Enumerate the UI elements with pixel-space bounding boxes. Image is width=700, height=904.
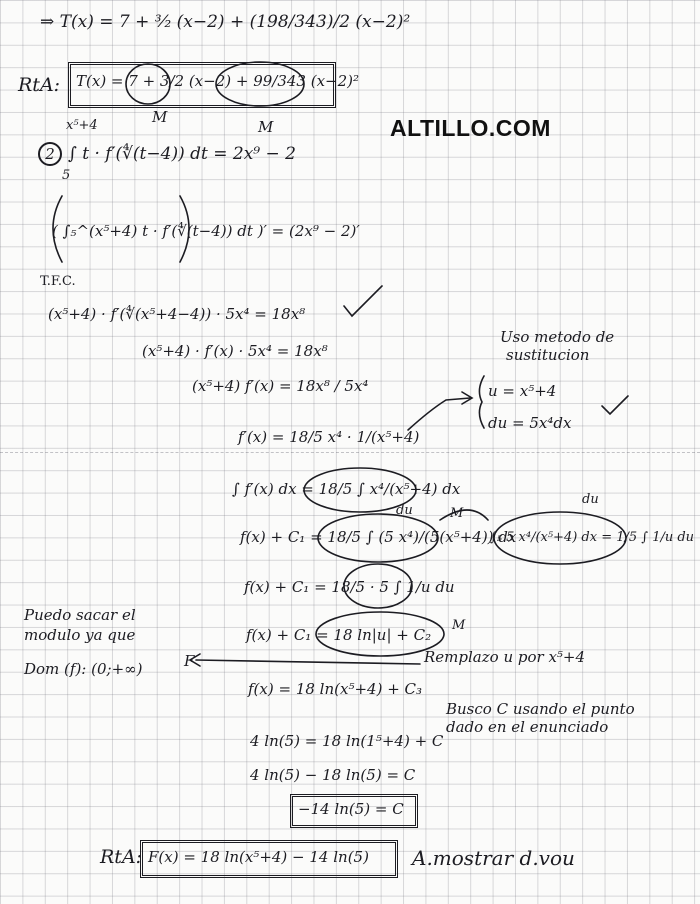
answer-label: RtA: xyxy=(100,846,143,868)
taylor-rta-label: RtA: xyxy=(18,74,61,96)
step-12: −14 ln(5) = C xyxy=(298,800,404,818)
check-2 xyxy=(602,396,628,414)
answer-formula: F(x) = 18 ln(x⁵+4) − 14 ln(5) xyxy=(148,848,369,866)
fold-line xyxy=(0,452,700,453)
sub-du: du = 5x⁴dx xyxy=(488,414,572,432)
problem-equation: ∫ t · f′(∜(t−4)) dt = 2x⁹ − 2 xyxy=(68,144,296,164)
abs-note-line2: modulo ya que xyxy=(24,626,136,644)
taylor-rta-formula: T(x) = 7 + 3/2 (x−2) + 99/343 (x−2)² xyxy=(76,72,360,90)
find-c-line1: Busco C usando el punto xyxy=(446,700,635,718)
f-arrow xyxy=(196,660,420,664)
du-label: du xyxy=(396,503,413,518)
signature: A.mostrar d.vou xyxy=(412,846,575,870)
step-6: f(x) + C₁ = 18/5 ∫ (5 x⁴)/(5(x⁵+4)) dx xyxy=(240,528,517,546)
method-line1: Uso metodo de xyxy=(500,328,615,346)
taylor-line1: ⇒ T(x) = 7 + ³⁄₂ (x−2) + (198/343)/2 (x−2)² xyxy=(40,12,411,32)
sub-u: u = x⁵+4 xyxy=(488,382,557,400)
step-9: f(x) = 18 ln(x⁵+4) + C₃ xyxy=(248,680,423,698)
step-2: (x⁵+4) · f′(x) · 5x⁴ = 18x⁸ xyxy=(142,342,328,360)
derivative-line: ( ∫₅^(x⁵+4) t · f′(∜(t−4)) dt )′ = (2x⁹ − 2)′ xyxy=(52,222,360,240)
sub-arrow-head xyxy=(462,392,472,404)
step-10: 4 ln(5) = 18 ln(1⁵+4) + C xyxy=(250,732,444,750)
side-calc: ∫₅ 5 x⁴/(x⁵+4) dx = 1/5 ∫ 1/u du xyxy=(490,530,695,545)
abs-note-line3: Dom (f): (0;+∞) xyxy=(24,660,143,678)
check-1 xyxy=(344,286,382,316)
tfc-label: T.F.C. xyxy=(40,274,76,289)
sub-brace xyxy=(479,376,484,428)
sub-arrow xyxy=(408,398,470,430)
m-label-2: M xyxy=(452,618,466,633)
watermark: ALTILLO.COM xyxy=(390,115,551,141)
step-8: f(x) + C₁ = 18 ln|u| + C₂ xyxy=(246,626,432,644)
m-label: M xyxy=(450,506,464,521)
f-arrow-label: F xyxy=(184,652,195,670)
step-3: (x⁵+4) f′(x) = 18x⁸ / 5x⁴ xyxy=(192,377,369,395)
step-4: f′(x) = 18/5 x⁴ · 1/(x⁵+4) xyxy=(238,428,420,446)
problem-number: 2 xyxy=(38,142,62,166)
upper-limit: x⁵+4 xyxy=(66,118,98,133)
abs-note-line1: Puedo sacar el xyxy=(24,606,136,624)
method-line2: sustitucion xyxy=(506,346,590,364)
step-1: (x⁵+4) · f′(∜(x⁵+4−4)) · 5x⁴ = 18x⁸ xyxy=(48,305,306,323)
find-c-line2: dado en el enunciado xyxy=(446,718,609,736)
step-11: 4 ln(5) − 18 ln(5) = C xyxy=(250,766,416,784)
side-du: du xyxy=(582,492,599,507)
lower-limit: 5 xyxy=(62,168,71,183)
step-5: ∫ f′(x) dx = 18/5 ∫ x⁴/(x⁵+4) dx xyxy=(232,480,461,498)
taylor-m2: M xyxy=(258,118,274,136)
step-7: f(x) + C₁ = 18/5 · 5 ∫ 1/u du xyxy=(244,578,455,596)
replace-note: Remplazo u por x⁵+4 xyxy=(424,648,586,666)
side-connector xyxy=(440,510,488,520)
taylor-m1: M xyxy=(152,108,168,126)
